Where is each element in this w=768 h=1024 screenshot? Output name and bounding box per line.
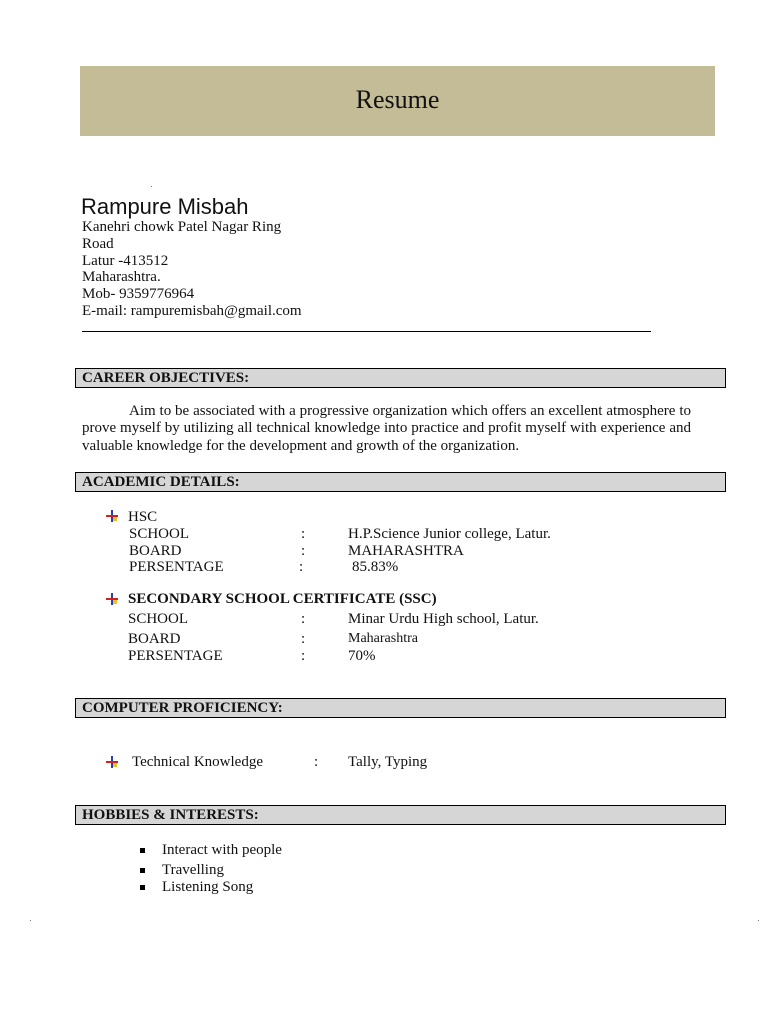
address-line: Kanehri chowk Patel Nagar Ring	[82, 219, 282, 235]
hsc-title: HSC	[128, 509, 158, 525]
hsc-board-label: BOARD	[129, 543, 182, 559]
section-header-career: CAREER OBJECTIVES:	[75, 368, 726, 388]
hobby-item: Travelling	[162, 862, 224, 878]
section-header-hobbies: HOBBIES & INTERESTS:	[75, 805, 726, 825]
divider-rule	[82, 331, 651, 332]
hsc-board-sep: :	[301, 543, 306, 559]
hsc-percentage-value: 85.83%	[352, 559, 399, 575]
square-bullet-icon	[140, 885, 145, 890]
ssc-percentage-label: PERSENTAGE	[128, 648, 223, 664]
hsc-percentage-label: PERSENTAGE	[129, 559, 224, 575]
technical-knowledge-value: Tally, Typing	[348, 754, 428, 770]
hsc-school-label: SCHOOL	[129, 526, 190, 542]
hsc-school-value: H.P.Science Junior college, Latur.	[348, 526, 551, 542]
career-objective-body: Aim to be associated with a progressive organization which offers an excellent atmosphere to prove myself by utilizing all technical knowledge into practice and profit myself with experience and valuable knowledge for the development and growth of the organization.	[82, 403, 691, 454]
ssc-school-sep: :	[301, 611, 306, 627]
email-address: E-mail: rampuremisbah@gmail.com	[82, 302, 302, 319]
hsc-percentage-sep: :	[299, 559, 304, 575]
square-bullet-icon	[140, 848, 145, 853]
section-header-academic: ACADEMIC DETAILS:	[75, 472, 726, 492]
square-bullet-icon	[140, 868, 145, 873]
address-line: Road	[82, 235, 114, 252]
contact-block	[82, 219, 302, 320]
technical-knowledge-label: Technical Knowledge	[132, 754, 263, 770]
page-title: Resume	[355, 85, 440, 114]
cross-bullet-icon	[106, 593, 118, 605]
ssc-percentage-value: 70%	[348, 648, 376, 664]
ssc-board-label: BOARD	[128, 631, 181, 647]
mobile-number: Mob- 9359776964	[82, 286, 195, 303]
ssc-school-value: Minar Urdu High school, Latur.	[348, 611, 539, 627]
candidate-name: Rampure Misbah	[81, 194, 249, 219]
address-line: Latur -413512	[82, 252, 169, 269]
title-banner	[80, 66, 715, 136]
ssc-title: SECONDARY SCHOOL CERTIFICATE (SSC)	[128, 591, 437, 607]
hsc-board-value: MAHARASHTRA	[348, 543, 464, 559]
career-objective-text	[82, 403, 691, 455]
section-header-computer: COMPUTER PROFICIENCY:	[75, 698, 726, 718]
stray-dot	[151, 186, 152, 187]
hobby-item: Listening Song	[162, 879, 254, 895]
ssc-school-label: SCHOOL	[128, 611, 189, 627]
hobby-item: Interact with people	[162, 842, 282, 858]
ssc-percentage-sep: :	[301, 648, 306, 664]
cross-bullet-icon	[106, 756, 118, 768]
stray-dot	[758, 920, 759, 921]
technical-knowledge-sep: :	[314, 754, 319, 770]
cross-bullet-icon	[106, 510, 118, 522]
address-line: Maharashtra.	[82, 269, 161, 286]
ssc-board-value: Maharashtra	[348, 631, 418, 646]
stray-dot	[30, 920, 31, 921]
hsc-school-sep: :	[301, 526, 306, 542]
ssc-board-sep: :	[301, 631, 306, 647]
